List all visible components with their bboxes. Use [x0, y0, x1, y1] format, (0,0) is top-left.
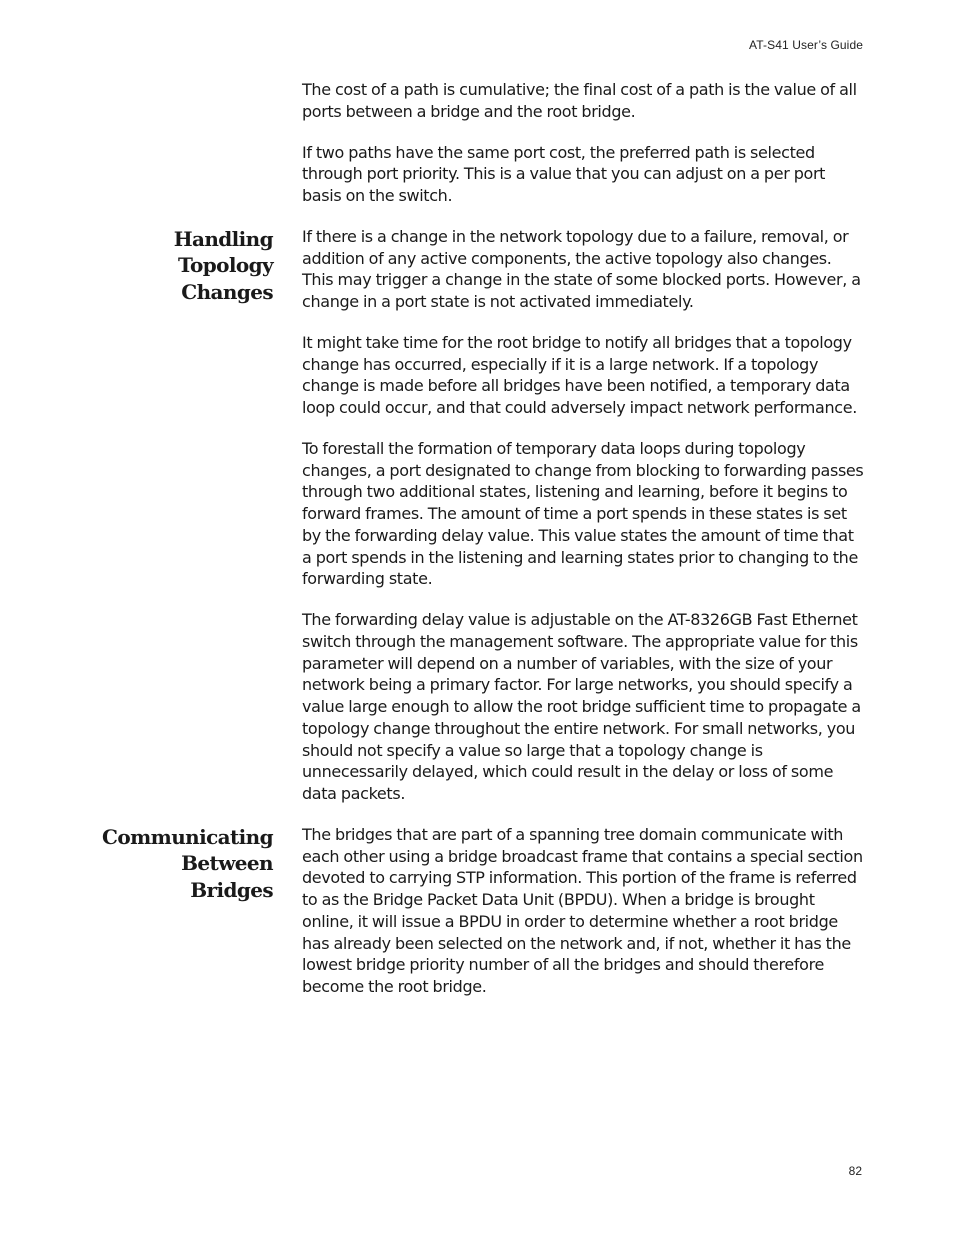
paragraph: If two paths have the same port cost, the preferred path is selected through port priority. This is a value that you can adjust on a per port basis on the switch. — [302, 142, 826, 205]
section-body — [302, 824, 867, 998]
section-body — [302, 226, 867, 805]
section-path-cost — [0, 79, 954, 207]
page-number: 82 — [848, 1164, 862, 1178]
heading-line: Communicating — [102, 824, 273, 849]
heading-line: Changes — [181, 279, 273, 304]
paragraph: If there is a change in the network topology due to a failure, removal, or addition of any active components, the active topology also changes. This may trigger a change in the state of some blocked ports. However, a change in a port state is not activated immediately. — [302, 226, 861, 311]
section-heading — [60, 824, 273, 904]
paragraph: The bridges that are part of a spanning tree domain communicate with each other using a bridge broadcast frame that contains a special section devoted to carrying STP information. This portion of the frame is referred to as the Bridge Packet Data Unit (BPDU). When a bridge is brought online, it will issue a BPDU in order to determine whether a root bridge has already been selected on the network and, if not, whether it has the lowest bridge priority number of all the bridges and should therefore become the root bridge. — [302, 824, 863, 996]
paragraph: The forwarding delay value is adjustable on the AT-8326GB Fast Ethernet switch through the management software. The appropriate value for this parameter will depend on a number of variables, with the size of your network being a primary factor. For large networks, you should specify a value large enough to allow the root bridge sufficient time to propagate a topology change throughout the entire network. For small networks, you should not specify a value so large that a topology change is unnecessarily delayed, which could result in the delay or loss of some data packets. — [302, 610, 861, 803]
section-body — [302, 79, 867, 207]
heading-line: Between — [181, 851, 273, 876]
section-handling-topology-changes — [0, 226, 954, 805]
heading-line: Topology — [178, 253, 273, 278]
section-communicating-between-bridges — [0, 824, 954, 998]
paragraph: To forestall the formation of temporary data loops during topology changes, a port designated to change from blocking to forwarding passes through two additional states, listening and learning, before it begins to forward frames. The amount of time a port spends in these states is set by the forwarding delay value. This value states the amount of time that a port spends in the listening and learning states prior to changing to the forwarding state. — [302, 438, 864, 589]
heading-line: Bridges — [190, 877, 273, 902]
paragraph: The cost of a path is cumulative; the final cost of a path is the value of all ports between a bridge and the root bridge. — [302, 80, 857, 121]
section-heading — [60, 226, 273, 306]
heading-line: Handling — [173, 226, 273, 251]
paragraph: It might take time for the root bridge to notify all bridges that a topology change has occurred, especially if it is a large network. If a topology change is made before all bridges have been notified, a temporary data loop could occur, and that could adversely impact network performance. — [302, 332, 857, 417]
page-content — [0, 79, 954, 1017]
running-header: AT-S41 User’s Guide — [749, 38, 863, 52]
